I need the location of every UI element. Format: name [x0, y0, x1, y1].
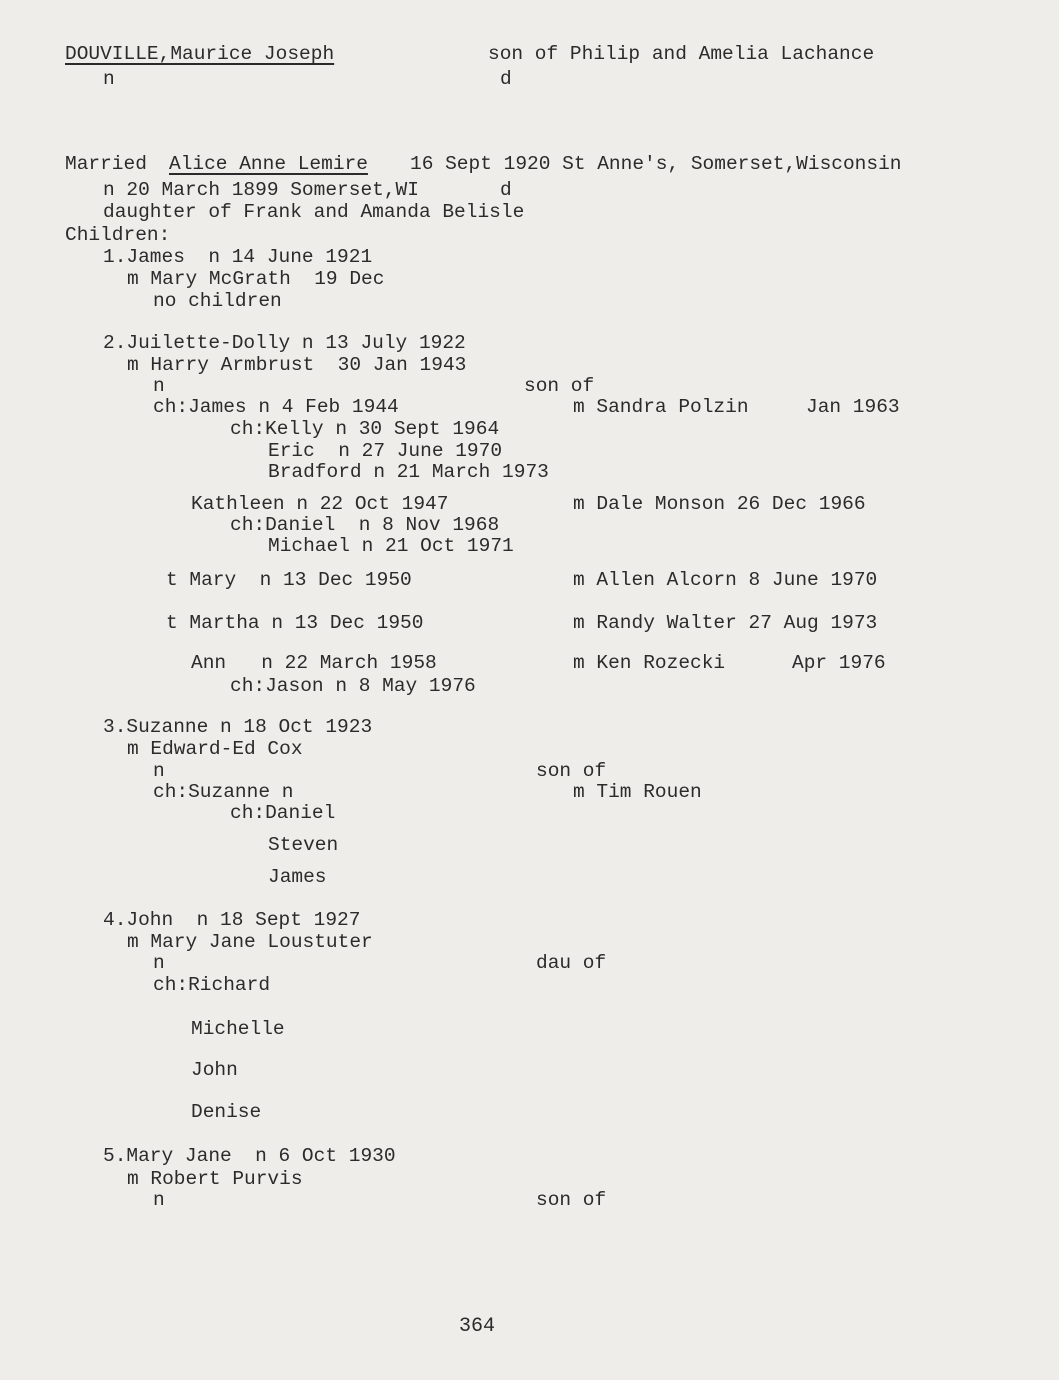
- child-4-marriage: m Mary Jane Loustuter: [127, 931, 373, 953]
- child-2-spouse-parents: son of: [524, 375, 595, 397]
- grandchild-kathleen: Kathleen n 22 Oct 1947: [191, 493, 449, 515]
- great-grandchild-kelly: ch:Kelly n 30 Sept 1964: [230, 418, 500, 440]
- child-4: 4.John n 18 Sept 1927: [103, 909, 361, 931]
- grandchild-martha: t Martha n 13 Dec 1950: [166, 612, 424, 634]
- grandchild-ann: Ann n 22 March 1958: [191, 652, 437, 674]
- grandchild-mary: t Mary n 13 Dec 1950: [166, 569, 412, 591]
- spouse-parents: daughter of Frank and Amanda Belisle: [103, 201, 525, 223]
- child-5-marriage: m Robert Purvis: [127, 1168, 303, 1190]
- child-2-marriage: m Harry Armbrust 30 Jan 1943: [127, 354, 467, 376]
- great-grandchild-jason: ch:Jason n 8 May 1976: [230, 675, 476, 697]
- child-3-spouse-born: n: [153, 760, 165, 782]
- marriage-details: 16 Sept 1920 St Anne's, Somerset,Wisconsin: [410, 153, 902, 175]
- grandchild-suzanne-marriage: m Tim Rouen: [573, 781, 702, 803]
- grandchild-kathleen-marriage: m Dale Monson 26 Dec 1966: [573, 493, 866, 515]
- grandchild-james-marriage: m Sandra Polzin: [573, 396, 749, 418]
- grandchild-james: ch:James n 4 Feb 1944: [153, 396, 399, 418]
- subject-parents: son of Philip and Amelia Lachance: [488, 43, 875, 65]
- grandchild-michelle: Michelle: [191, 1018, 285, 1040]
- child-4-spouse-born: n: [153, 952, 165, 974]
- child-5: 5.Mary Jane n 6 Oct 1930: [103, 1145, 396, 1167]
- great-grandchild-daniel-cox: ch:Daniel: [230, 802, 336, 824]
- child-1-note: no children: [153, 290, 282, 312]
- grandchild-suzanne: ch:Suzanne n: [153, 781, 294, 803]
- grandchild-ann-marriage-date: Apr 1976: [792, 652, 886, 674]
- spouse-name: Alice Anne Lemire: [169, 153, 368, 175]
- grandchild-martha-marriage: m Randy Walter 27 Aug 1973: [573, 612, 878, 634]
- child-1: 1.James n 14 June 1921: [103, 246, 373, 268]
- child-3-marriage: m Edward-Ed Cox: [127, 738, 303, 760]
- page-number: 364: [459, 1315, 496, 1338]
- great-grandchild-bradford: Bradford n 21 March 1973: [268, 461, 549, 483]
- grandchild-john: John: [191, 1059, 238, 1081]
- subject-died: d: [500, 68, 512, 90]
- marriage-label: Married: [65, 153, 147, 175]
- grandchild-james-marriage-date: Jan 1963: [806, 396, 900, 418]
- great-grandchild-daniel: ch:Daniel n 8 Nov 1968: [230, 514, 500, 536]
- child-5-spouse-born: n: [153, 1189, 165, 1211]
- great-grandchild-eric: Eric n 27 June 1970: [268, 440, 503, 462]
- grandchild-mary-marriage: m Allen Alcorn 8 June 1970: [573, 569, 878, 591]
- child-3: 3.Suzanne n 18 Oct 1923: [103, 716, 373, 738]
- child-1-marriage: m Mary McGrath 19 Dec: [127, 268, 385, 290]
- child-4-spouse-parents: dau of: [536, 952, 607, 974]
- grandchild-ann-marriage: m Ken Rozecki: [573, 652, 726, 674]
- grandchild-richard: ch:Richard: [153, 974, 271, 996]
- great-grandchild-james-cox: James: [268, 866, 327, 888]
- great-grandchild-steven: Steven: [268, 834, 339, 856]
- subject-born: n: [103, 68, 115, 90]
- spouse-died: d: [500, 179, 512, 201]
- subject-name: DOUVILLE,Maurice Joseph: [65, 43, 335, 65]
- great-grandchild-michael: Michael n 21 Oct 1971: [268, 535, 514, 557]
- grandchild-denise: Denise: [191, 1101, 262, 1123]
- child-2-spouse-born: n: [153, 375, 165, 397]
- child-5-spouse-parents: son of: [536, 1189, 607, 1211]
- child-2: 2.Juilette-Dolly n 13 July 1922: [103, 332, 466, 354]
- children-heading: Children:: [65, 224, 171, 246]
- spouse-born: n 20 March 1899 Somerset,WI: [103, 179, 419, 201]
- child-3-spouse-parents: son of: [536, 760, 607, 782]
